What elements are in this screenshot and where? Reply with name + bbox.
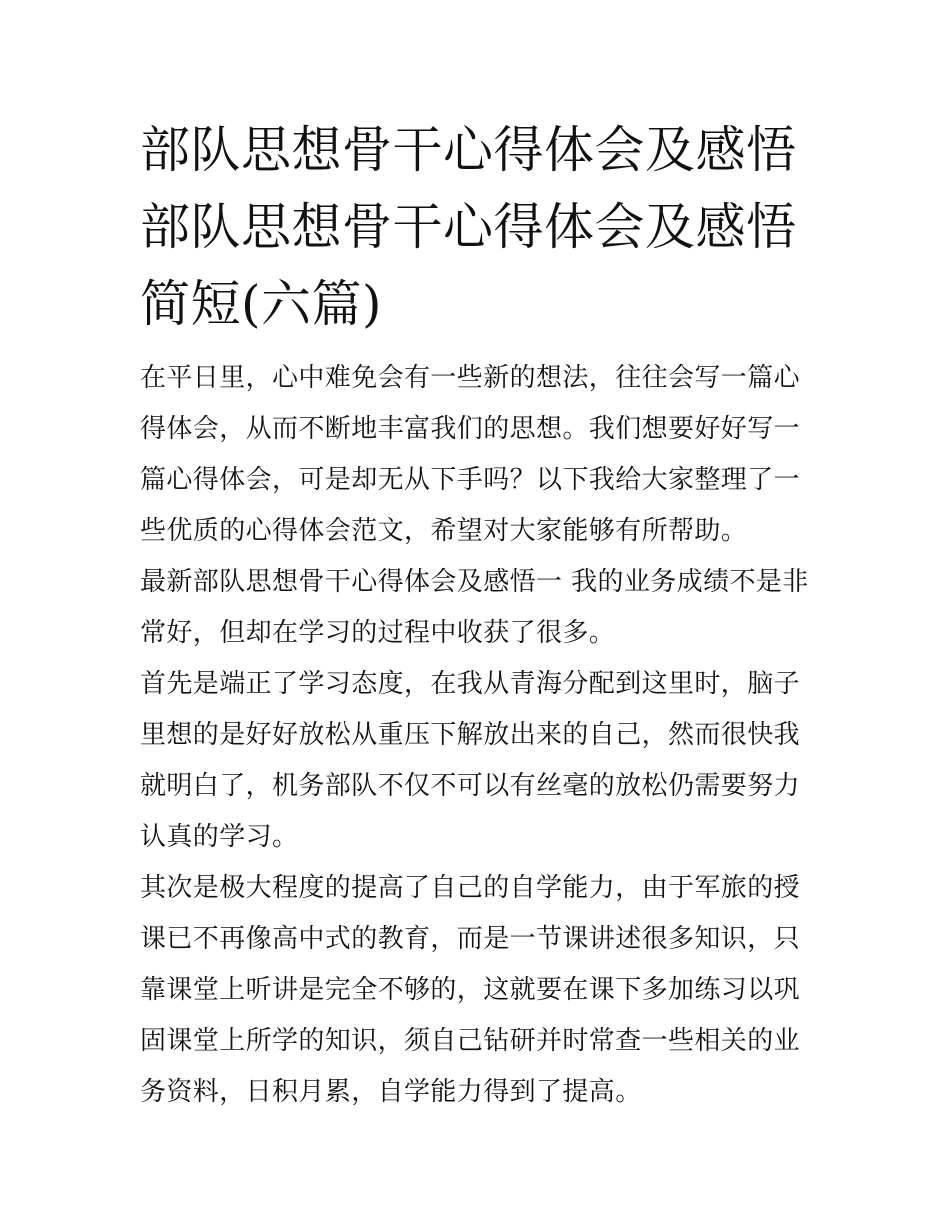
paragraph-section-one: 最新部队思想骨干心得体会及感悟一 我的业务成绩不是非常好，但却在学习的过程中收获了很多。: [140, 567, 809, 648]
paragraph-attitude: 首先是端正了学习态度，在我从青海分配到这里时，脑子里想的是好好放松从重压下解放出来的自己，然而很快我就明白了，机务部队不仅不可以有丝毫的放松仍需要努力认真的学习。: [140, 669, 801, 852]
paragraph-intro: 在平日里，心中难免会有一些新的想法，往往会写一篇心得体会，从而不断地丰富我们的思想。我们想要好好写一篇心得体会，可是却无从下手吗？以下我给大家整理了一些优质的心得体会范文，希望对大家能够有所帮助。: [140, 363, 801, 546]
document-title: 部队思想骨干心得体会及感悟部队思想骨干心得体会及感悟简短(六篇): [140, 121, 797, 333]
document-body: [140, 353, 816, 1118]
document-page: [140, 112, 816, 1118]
paragraph-self-study: 其次是极大程度的提高了自己的自学能力，由于军旅的授课已不再像高中式的教育，而是一节课讲述很多知识，只靠课堂上听讲是完全不够的，这就要在课下多加练习以巩固课堂上所学的知识，须自己钻研并时常查一些相关的业务资料，日积月累，自学能力得到了提高。: [140, 873, 801, 1107]
